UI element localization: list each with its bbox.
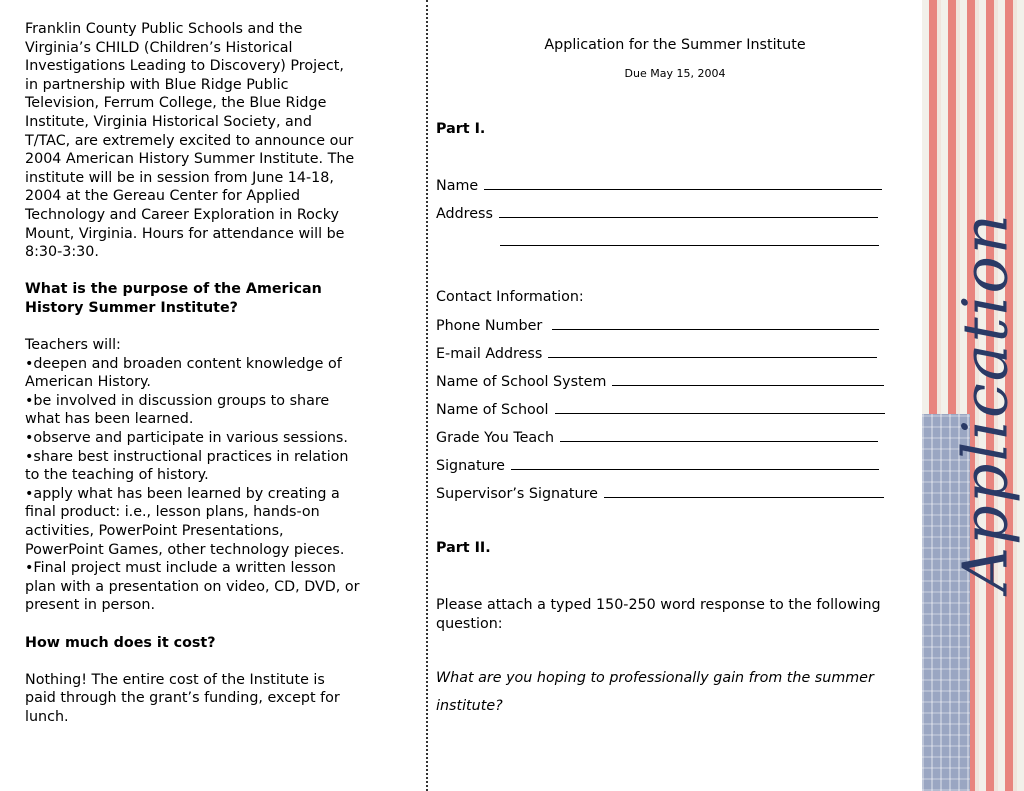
name-field-row bbox=[436, 177, 882, 194]
bullet-item: •Final project must include a written lesson plan with a presentation on video, CD, DVD, or present in person. bbox=[25, 560, 360, 614]
form-title: Application for the Summer Institute bbox=[544, 37, 806, 53]
supervisor-signature-label: Supervisor’s Signature bbox=[436, 486, 598, 502]
address-line-2-row bbox=[500, 233, 879, 250]
teachers-will-label: Teachers will: bbox=[25, 337, 121, 354]
school-system-label: Name of School System bbox=[436, 374, 607, 390]
email-blank[interactable] bbox=[548, 345, 877, 358]
school-system-blank[interactable] bbox=[612, 373, 884, 386]
intro-paragraph: Franklin County Public Schools and the Virginia’s CHILD (Children’s Historical Investigations Leading to Discovery) Project, in partnership with Blue Ridge Public Television, Ferrum College, the Blue Ridge Institute, Virginia Historical Society, and T/TAC, are extremely excited to announce our 2004 American History Summer Institute. The institute will be in session from June 14-18, 2004 at the Gereau Center for Applied Technology and Career Exploration in Rocky Mount, Virginia. Hours for attendance will be 8:30-3:30. bbox=[25, 21, 355, 261]
grade-label: Grade You Teach bbox=[436, 430, 555, 446]
bullet-item: •apply what has been learned by creating a final product: i.e., lesson plans, hands-on activities, PowerPoint Presentations, PowerPoint Games, other technology pieces. bbox=[25, 485, 345, 558]
address-label: Address bbox=[436, 206, 493, 222]
school-system-field-row bbox=[436, 373, 884, 390]
part-one-label: Part I. bbox=[436, 121, 486, 137]
email-label: E-mail Address bbox=[436, 346, 543, 362]
address-blank[interactable] bbox=[499, 205, 878, 218]
name-label: Name bbox=[436, 178, 479, 194]
grade-field-row bbox=[436, 429, 878, 446]
school-field-row bbox=[436, 401, 885, 418]
address-field-row bbox=[436, 205, 878, 222]
name-blank[interactable] bbox=[484, 177, 882, 190]
cost-heading: How much does it cost? bbox=[25, 634, 216, 651]
info-column bbox=[25, 20, 360, 727]
response-instructions: Please attach a typed 150-250 word response to the following question: bbox=[436, 597, 881, 632]
fold-divider bbox=[426, 0, 428, 791]
phone-label: Phone Number bbox=[436, 318, 543, 334]
email-field-row bbox=[436, 345, 877, 362]
due-date: Due May 15, 2004 bbox=[624, 67, 726, 80]
school-label: Name of School bbox=[436, 402, 549, 418]
cost-answer: Nothing! The entire cost of the Institute is paid through the grant’s funding, except for lunch. bbox=[25, 671, 340, 725]
bullet-item: •share best instructional practices in relation to the teaching of history. bbox=[25, 448, 349, 484]
signature-blank[interactable] bbox=[511, 457, 879, 470]
application-banner-title: Application bbox=[948, 212, 1022, 592]
contact-info-label: Contact Information: bbox=[436, 289, 584, 305]
bullet-item: •deepen and broaden content knowledge of American History. bbox=[25, 355, 342, 391]
school-blank[interactable] bbox=[555, 401, 885, 414]
part-two-label: Part II. bbox=[436, 540, 491, 556]
bullet-item: •observe and participate in various sessions. bbox=[25, 430, 348, 447]
bullet-item: •be involved in discussion groups to share what has been learned. bbox=[25, 392, 330, 428]
address-blank-2[interactable] bbox=[500, 233, 879, 246]
signature-field-row bbox=[436, 457, 879, 474]
signature-label: Signature bbox=[436, 458, 505, 474]
phone-blank[interactable] bbox=[552, 317, 879, 330]
essay-question: What are you hoping to professionally gain from the summer institute? bbox=[436, 670, 874, 714]
supervisor-signature-blank[interactable] bbox=[604, 485, 884, 498]
grade-blank[interactable] bbox=[560, 429, 878, 442]
phone-field-row bbox=[436, 317, 879, 334]
purpose-heading: What is the purpose of the American History Summer Institute? bbox=[25, 281, 322, 316]
supervisor-signature-field-row bbox=[436, 485, 884, 502]
